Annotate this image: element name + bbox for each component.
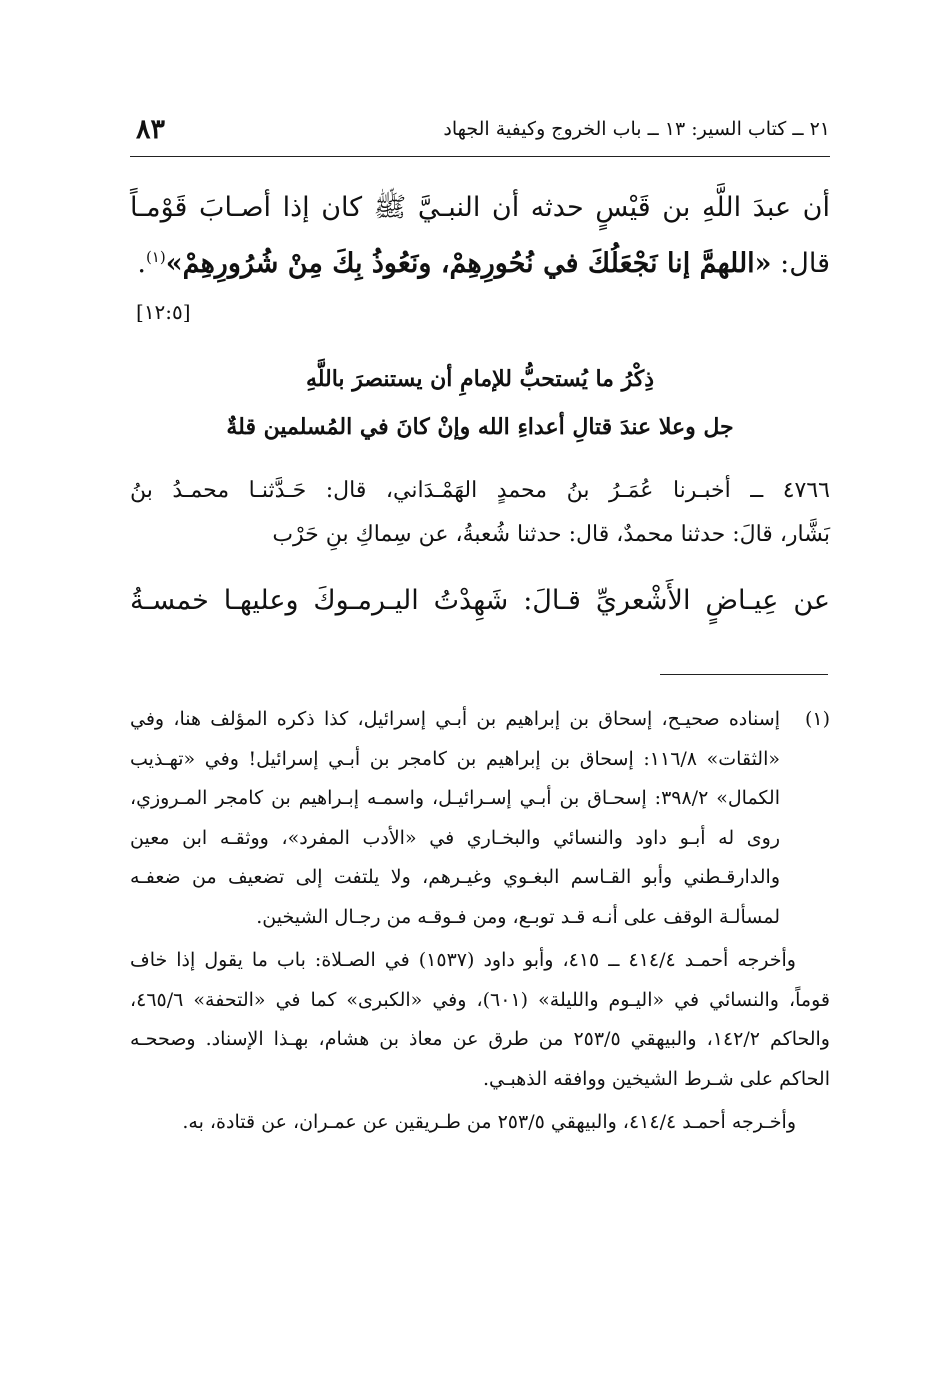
source-reference: [١٢:٥] (136, 300, 191, 324)
footnote-1-text: إسناده صحيـح، إسحاق بن إبراهيم بن أبـي إسرائيل، كذا ذكره المؤلف هنا، وفي «الثقات» ١١٦/٨: إسحاق بن إبراهيم بن كامجر بن أبـي إسرائيل! وفي «تهـذيب الكمال» ٣٩٨/٢: إسحـاق بن أبـي إسـرائيـل، واسمـه إبـراهيم بن كامجر المـروزي، روى له أبـو داود والنسائي والبخـاري في «الأدب المفرد»، ووثقـه ابن معين والدارقـطني وأبو القـاسم البغـوي وغيـرهم، ولا يلتفت إلى تضعيف من ضعفـه لمسألـة الوقف على أنـه قـد توبـع، ومن فـوقـه من رجـال الشيخين. (130, 708, 780, 928)
running-title: ٢١ ــ كتاب السير: ١٣ ــ باب الخروج وكيفية الجهاد (443, 118, 830, 140)
page-number: ٨٣ (136, 114, 166, 145)
main-text-line-2 (130, 248, 830, 279)
said-word: قال: (771, 248, 830, 279)
hadith-line-3: عن عِيـاضٍ الأَشْعريِّ قـالَ: شَهِدْتُ اليـرمـوكَ وعليهـا خمسـةُ (130, 585, 830, 616)
main-text-line-1: أن عبدَ اللَّهِ بن قَيْسٍ حدثه أن النبـيَّ ﷺ كان إذا أصـابَ قَوْمـاً (130, 192, 830, 223)
chapter-heading-line-2: جل وعلا عندَ قتالِ أعداءِ الله وإنْ كانَ في المُسلمين قلةٌ (226, 414, 734, 440)
prayer-quote: «اللهمَّ إنا نَجْعَلُكَ في نُحُورِهِمْ، ونَعُوذُ بِكَ مِنْ شُرُورِهِمْ» (165, 248, 772, 279)
footnote-1-paragraph-2: وأخرجه أحمـد ٤١٤/٤ ــ ٤١٥، وأبو داود (١٥٣٧) في الصـلاة: باب ما يقول إذا خاف قوماً، والنسائي في «اليـوم والليلة» (٦٠١)، وفي «الكبرى» كما في «التحفة» ٤٦٥/٦، والحاكم ١٤٢/٢، والبيهقي ٢٥٣/٥ من طرق عن معاذ بن هشام، بهـذا الإسناد. وصححـه الحاكم على شـرط الشيخين ووافقه الذهبـي. (130, 949, 831, 1090)
page-header (130, 112, 830, 152)
footnote-reference: (١) (145, 248, 166, 266)
footnote-1-paragraph-3: وأخـرجه أحمـد ٤١٤/٤، والبيهقي ٢٥٣/٥ من طـريقين عن عمـران، عن قتادة، به. (182, 1111, 796, 1133)
footnotes (130, 700, 830, 1143)
footnote-1 (130, 700, 830, 937)
line-end-mark: . (137, 248, 146, 279)
chapter-heading-line-1: ذِكْرُ ما يُستحبُّ للإمامِ أن يستنصرَ باللَّهِ (305, 366, 655, 392)
hadith-line-2: بَشَّار، قالَ: حدثنا محمدٌ، قال: حدثنا شُعبةُ، عن سِماكِ بنِ حَرْب (272, 522, 830, 547)
header-divider (130, 156, 830, 157)
footnote-divider (660, 674, 828, 675)
hadith-line-1: ٤٧٦٦ ــ أخبـرنا عُمَـرُ بنُ محمدٍ الهَمْـدَاني، قال: حَـدَّثنـا محمـدُ بنُ (130, 478, 830, 503)
footnote-number: (١) (804, 708, 830, 730)
